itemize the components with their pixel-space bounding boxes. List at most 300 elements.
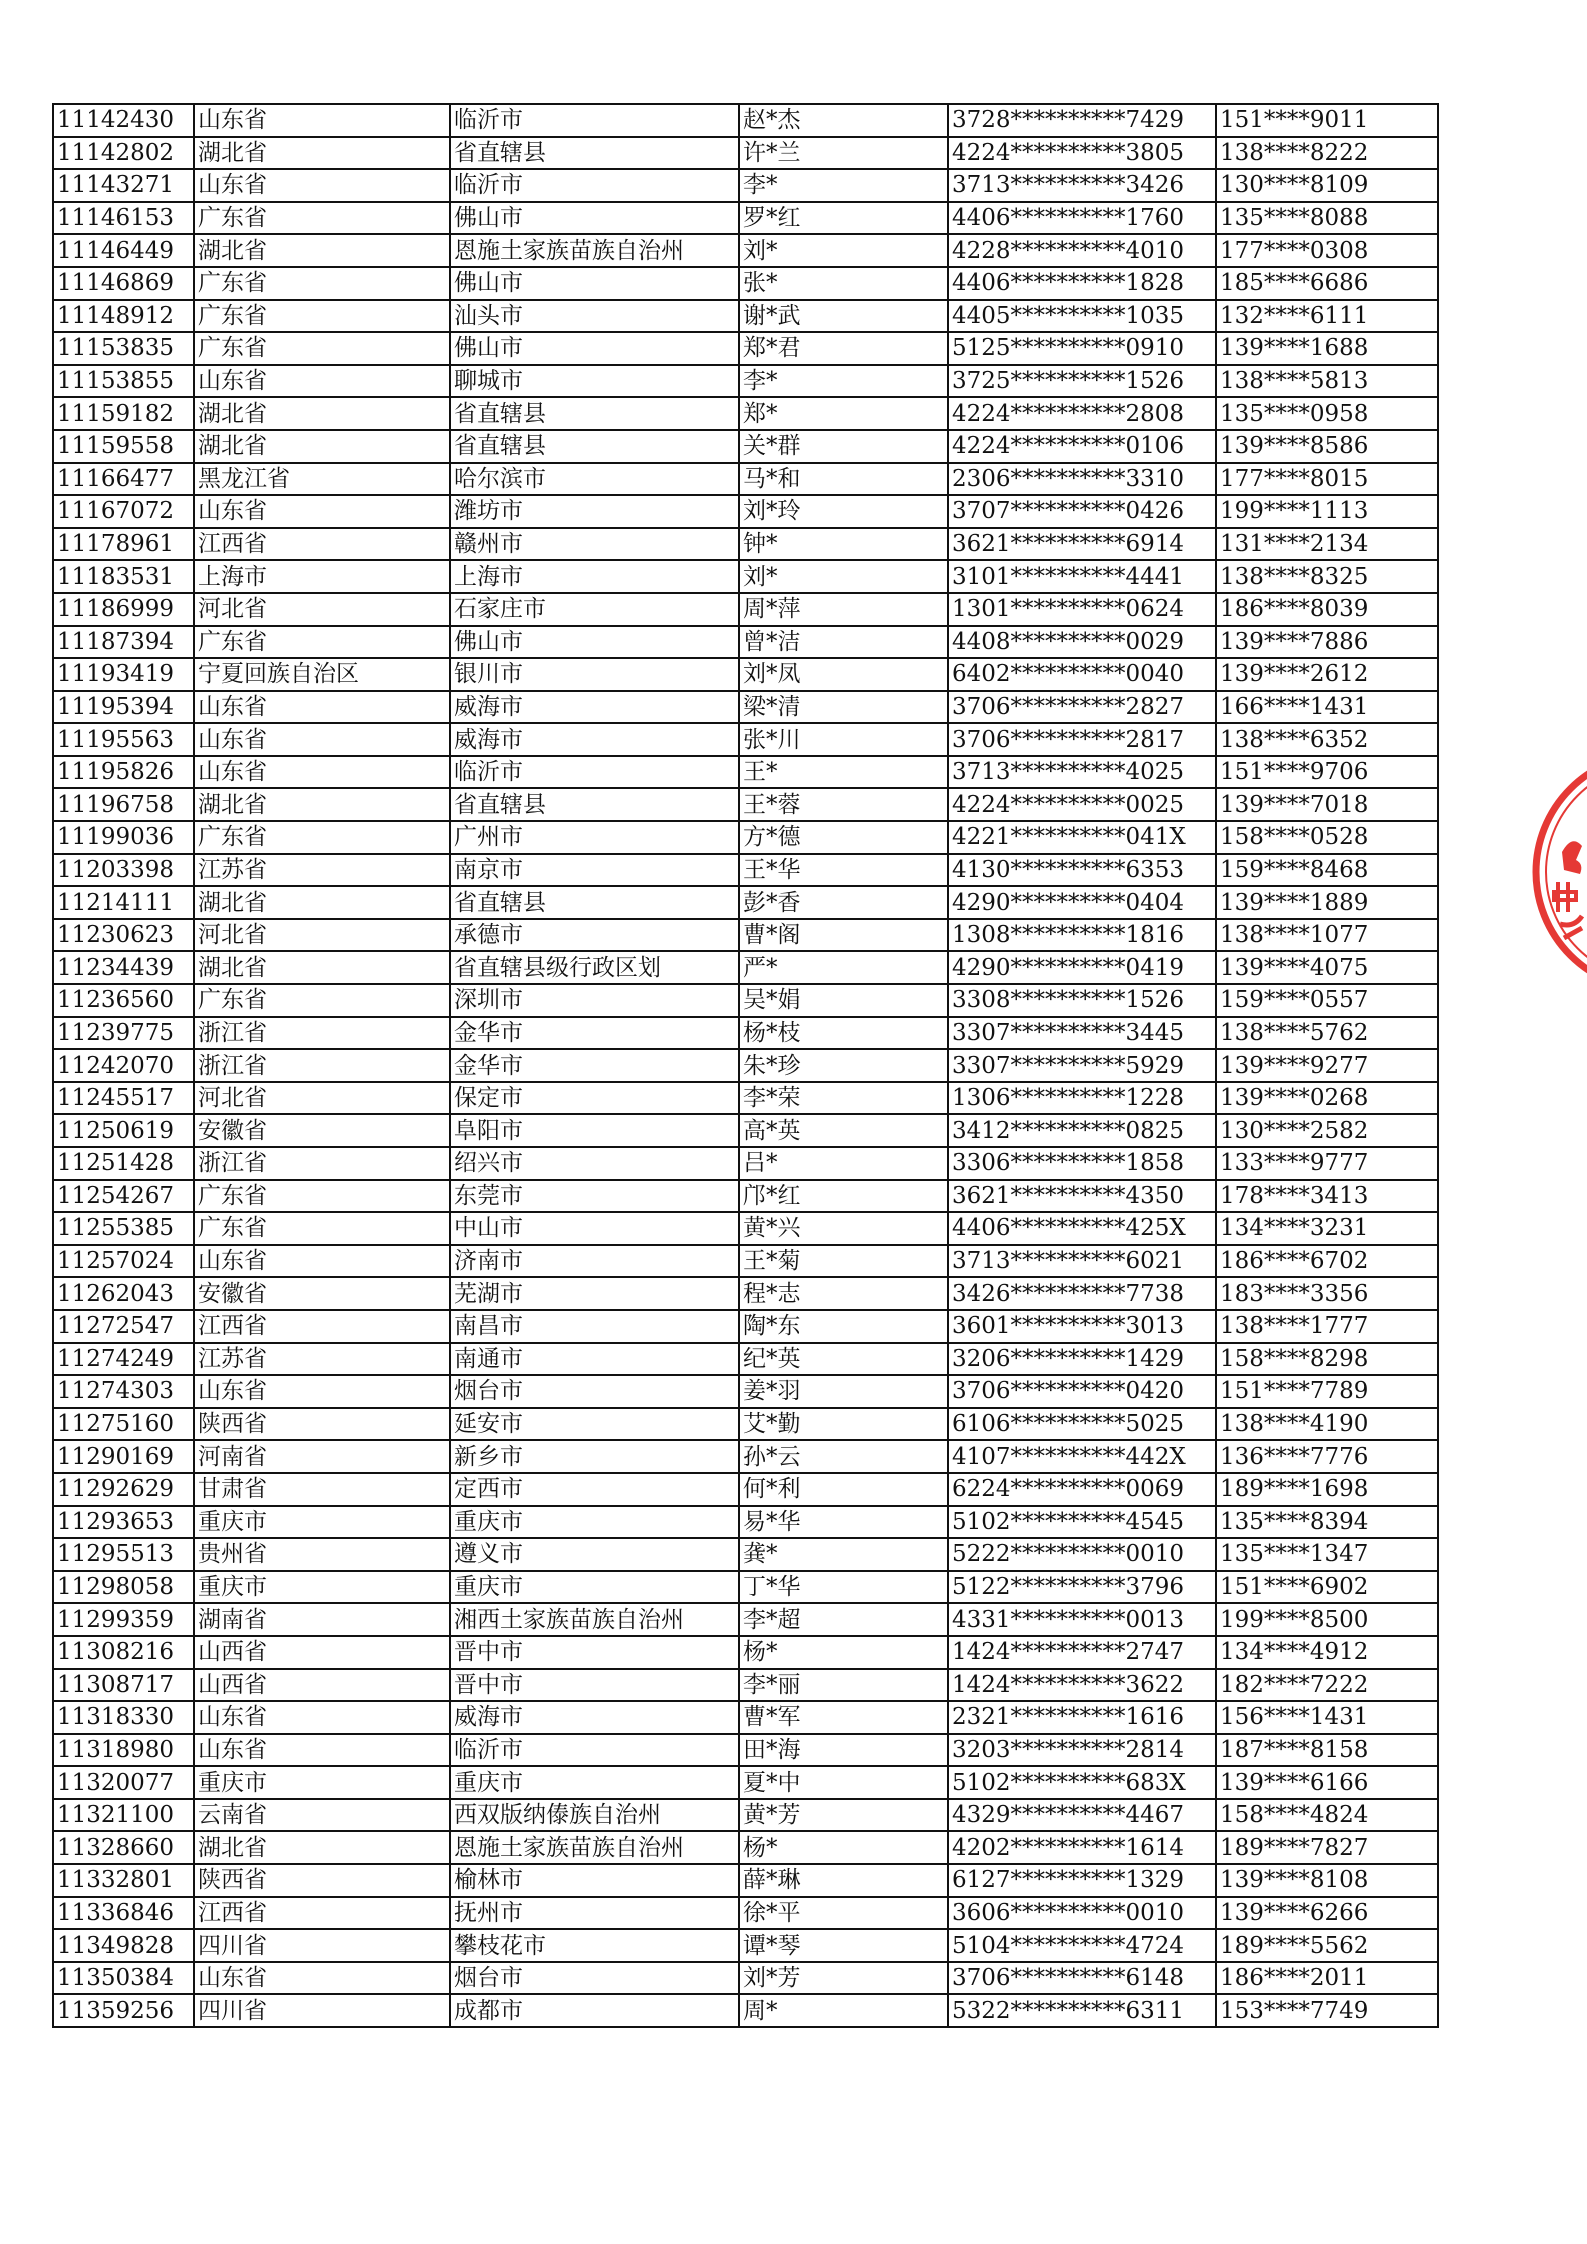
city-cell: 定西市 <box>450 1473 739 1506</box>
phone-cell: 131****2134 <box>1216 528 1438 561</box>
id-number-cell: 1306**********1228 <box>948 1082 1216 1115</box>
name-cell: 许*兰 <box>739 137 948 170</box>
city-cell: 遵义市 <box>450 1538 739 1571</box>
name-cell: 孙*云 <box>739 1440 948 1473</box>
table-row <box>53 1049 1438 1082</box>
phone-cell: 158****4824 <box>1216 1799 1438 1832</box>
city-cell: 金华市 <box>450 1049 739 1082</box>
name-cell: 徐*平 <box>739 1897 948 1930</box>
record-id-cell: 11187394 <box>53 626 194 659</box>
phone-cell: 166****1431 <box>1216 691 1438 724</box>
province-cell: 重庆市 <box>194 1571 450 1604</box>
table-row <box>53 1897 1438 1930</box>
city-cell: 南通市 <box>450 1343 739 1376</box>
province-cell: 广东省 <box>194 1180 450 1213</box>
phone-cell: 138****1077 <box>1216 919 1438 952</box>
record-id-cell: 11153855 <box>53 365 194 398</box>
phone-cell: 139****8586 <box>1216 430 1438 463</box>
phone-cell: 139****1688 <box>1216 332 1438 365</box>
phone-cell: 189****1698 <box>1216 1473 1438 1506</box>
phone-cell: 135****8394 <box>1216 1506 1438 1539</box>
id-number-cell: 1424**********3622 <box>948 1669 1216 1702</box>
table-row <box>53 1831 1438 1864</box>
province-cell: 江西省 <box>194 528 450 561</box>
record-id-cell: 11214111 <box>53 886 194 919</box>
province-cell: 重庆市 <box>194 1766 450 1799</box>
table-row <box>53 1734 1438 1767</box>
phone-cell: 132****6111 <box>1216 300 1438 333</box>
province-cell: 山东省 <box>194 169 450 202</box>
city-cell: 省直辖县 <box>450 397 739 430</box>
record-id-cell: 11199036 <box>53 821 194 854</box>
record-id-cell: 11196758 <box>53 788 194 821</box>
id-number-cell: 6127**********1329 <box>948 1864 1216 1897</box>
phone-cell: 139****7886 <box>1216 626 1438 659</box>
province-cell: 湖北省 <box>194 234 450 267</box>
id-number-cell: 3713**********3426 <box>948 169 1216 202</box>
name-cell: 罗*红 <box>739 202 948 235</box>
table-row <box>53 821 1438 854</box>
name-cell: 郑* <box>739 397 948 430</box>
province-cell: 湖北省 <box>194 886 450 919</box>
name-cell: 郑*君 <box>739 332 948 365</box>
phone-cell: 130****2582 <box>1216 1114 1438 1147</box>
record-id-cell: 11142430 <box>53 104 194 137</box>
record-id-cell: 11272547 <box>53 1310 194 1343</box>
province-cell: 山东省 <box>194 1962 450 1995</box>
id-number-cell: 5122**********3796 <box>948 1571 1216 1604</box>
city-cell: 重庆市 <box>450 1766 739 1799</box>
name-cell: 薛*琳 <box>739 1864 948 1897</box>
city-cell: 省直辖县 <box>450 430 739 463</box>
record-id-cell: 11166477 <box>53 463 194 496</box>
phone-cell: 138****5813 <box>1216 365 1438 398</box>
name-cell: 李*荣 <box>739 1082 948 1115</box>
table-row <box>53 267 1438 300</box>
record-id-cell: 11320077 <box>53 1766 194 1799</box>
city-cell: 湘西土家族苗族自治州 <box>450 1603 739 1636</box>
record-id-cell: 11299359 <box>53 1603 194 1636</box>
province-cell: 河南省 <box>194 1440 450 1473</box>
table-row <box>53 1440 1438 1473</box>
province-cell: 广东省 <box>194 984 450 1017</box>
record-id-cell: 11195826 <box>53 756 194 789</box>
table-row <box>53 854 1438 887</box>
id-number-cell: 4405**********1035 <box>948 300 1216 333</box>
province-cell: 山东省 <box>194 1245 450 1278</box>
record-id-cell: 11195563 <box>53 723 194 756</box>
name-cell: 彭*香 <box>739 886 948 919</box>
id-number-cell: 5322**********6311 <box>948 1994 1216 2027</box>
city-cell: 保定市 <box>450 1082 739 1115</box>
phone-cell: 182****7222 <box>1216 1669 1438 1702</box>
city-cell: 聊城市 <box>450 365 739 398</box>
id-number-cell: 5102**********683X <box>948 1766 1216 1799</box>
record-id-cell: 11167072 <box>53 495 194 528</box>
table-row <box>53 1701 1438 1734</box>
city-cell: 佛山市 <box>450 332 739 365</box>
record-id-cell: 11293653 <box>53 1506 194 1539</box>
city-cell: 汕头市 <box>450 300 739 333</box>
city-cell: 阜阳市 <box>450 1114 739 1147</box>
table-row <box>53 723 1438 756</box>
name-cell: 杨*枝 <box>739 1017 948 1050</box>
province-cell: 山西省 <box>194 1636 450 1669</box>
province-cell: 山东省 <box>194 756 450 789</box>
record-id-cell: 11242070 <box>53 1049 194 1082</box>
city-cell: 成都市 <box>450 1994 739 2027</box>
id-number-cell: 6224**********0069 <box>948 1473 1216 1506</box>
phone-cell: 159****8468 <box>1216 854 1438 887</box>
table-row <box>53 430 1438 463</box>
province-cell: 江西省 <box>194 1897 450 1930</box>
id-number-cell: 3706**********6148 <box>948 1962 1216 1995</box>
record-id-cell: 11159182 <box>53 397 194 430</box>
name-cell: 李* <box>739 169 948 202</box>
city-cell: 佛山市 <box>450 202 739 235</box>
name-cell: 丁*华 <box>739 1571 948 1604</box>
phone-cell: 186****6702 <box>1216 1245 1438 1278</box>
phone-cell: 134****3231 <box>1216 1212 1438 1245</box>
record-id-cell: 11292629 <box>53 1473 194 1506</box>
name-cell: 谭*琴 <box>739 1929 948 1962</box>
id-number-cell: 4329**********4467 <box>948 1799 1216 1832</box>
phone-cell: 187****8158 <box>1216 1734 1438 1767</box>
table-row <box>53 1538 1438 1571</box>
city-cell: 威海市 <box>450 1701 739 1734</box>
table-row <box>53 528 1438 561</box>
name-cell: 姜*羽 <box>739 1375 948 1408</box>
record-id-cell: 11275160 <box>53 1408 194 1441</box>
city-cell: 重庆市 <box>450 1571 739 1604</box>
id-number-cell: 4408**********0029 <box>948 626 1216 659</box>
record-id-cell: 11274249 <box>53 1343 194 1376</box>
province-cell: 甘肃省 <box>194 1473 450 1506</box>
phone-cell: 177****0308 <box>1216 234 1438 267</box>
table-row <box>53 300 1438 333</box>
record-id-cell: 11254267 <box>53 1180 194 1213</box>
name-cell: 曹*军 <box>739 1701 948 1734</box>
table-row <box>53 234 1438 267</box>
name-cell: 王*蓉 <box>739 788 948 821</box>
province-cell: 广东省 <box>194 1212 450 1245</box>
province-cell: 山东省 <box>194 104 450 137</box>
city-cell: 省直辖县 <box>450 788 739 821</box>
record-id-cell: 11251428 <box>53 1147 194 1180</box>
city-cell: 东莞市 <box>450 1180 739 1213</box>
name-cell: 高*英 <box>739 1114 948 1147</box>
table-row <box>53 169 1438 202</box>
record-id-cell: 11332801 <box>53 1864 194 1897</box>
table-row <box>53 332 1438 365</box>
record-id-cell: 11193419 <box>53 658 194 691</box>
province-cell: 黑龙江省 <box>194 463 450 496</box>
city-cell: 临沂市 <box>450 104 739 137</box>
record-id-cell: 11250619 <box>53 1114 194 1147</box>
province-cell: 湖北省 <box>194 430 450 463</box>
province-cell: 山东省 <box>194 495 450 528</box>
id-number-cell: 4224**********0106 <box>948 430 1216 463</box>
city-cell: 抚州市 <box>450 1897 739 1930</box>
province-cell: 山东省 <box>194 365 450 398</box>
record-id-cell: 11298058 <box>53 1571 194 1604</box>
table-row <box>53 202 1438 235</box>
id-number-cell: 4406**********1828 <box>948 267 1216 300</box>
name-cell: 马*和 <box>739 463 948 496</box>
name-cell: 李*超 <box>739 1603 948 1636</box>
city-cell: 重庆市 <box>450 1506 739 1539</box>
table-row <box>53 104 1438 137</box>
phone-cell: 135****8088 <box>1216 202 1438 235</box>
name-cell: 张* <box>739 267 948 300</box>
city-cell: 南昌市 <box>450 1310 739 1343</box>
phone-cell: 158****0528 <box>1216 821 1438 854</box>
province-cell: 上海市 <box>194 560 450 593</box>
name-cell: 周*萍 <box>739 593 948 626</box>
phone-cell: 139****0268 <box>1216 1082 1438 1115</box>
name-cell: 方*德 <box>739 821 948 854</box>
province-cell: 山东省 <box>194 1701 450 1734</box>
table-row <box>53 1864 1438 1897</box>
phone-cell: 139****6166 <box>1216 1766 1438 1799</box>
id-number-cell: 3308**********1526 <box>948 984 1216 1017</box>
record-id-cell: 11308216 <box>53 1636 194 1669</box>
id-number-cell: 3621**********4350 <box>948 1180 1216 1213</box>
table-row <box>53 1277 1438 1310</box>
table-row <box>53 1114 1438 1147</box>
id-number-cell: 3606**********0010 <box>948 1897 1216 1930</box>
id-number-cell: 3707**********0426 <box>948 495 1216 528</box>
table-row <box>53 1669 1438 1702</box>
province-cell: 浙江省 <box>194 1147 450 1180</box>
phone-cell: 139****6266 <box>1216 1897 1438 1930</box>
table-row <box>53 560 1438 593</box>
city-cell: 恩施土家族苗族自治州 <box>450 1831 739 1864</box>
table-row <box>53 1571 1438 1604</box>
id-number-cell: 3306**********1858 <box>948 1147 1216 1180</box>
table-row <box>53 919 1438 952</box>
winner-table <box>52 103 1439 2028</box>
id-number-cell: 5102**********4545 <box>948 1506 1216 1539</box>
name-cell: 刘*凤 <box>739 658 948 691</box>
name-cell: 吴*娟 <box>739 984 948 1017</box>
province-cell: 安徽省 <box>194 1114 450 1147</box>
city-cell: 南京市 <box>450 854 739 887</box>
id-number-cell: 3706**********0420 <box>948 1375 1216 1408</box>
province-cell: 江苏省 <box>194 1343 450 1376</box>
name-cell: 何*利 <box>739 1473 948 1506</box>
id-number-cell: 3307**********5929 <box>948 1049 1216 1082</box>
record-id-cell: 11328660 <box>53 1831 194 1864</box>
phone-cell: 139****9277 <box>1216 1049 1438 1082</box>
record-id-cell: 11142802 <box>53 137 194 170</box>
phone-cell: 138****6352 <box>1216 723 1438 756</box>
record-id-cell: 11146449 <box>53 234 194 267</box>
province-cell: 四川省 <box>194 1994 450 2027</box>
record-id-cell: 11318980 <box>53 1734 194 1767</box>
record-id-cell: 11359256 <box>53 1994 194 2027</box>
id-number-cell: 4406**********425X <box>948 1212 1216 1245</box>
province-cell: 广东省 <box>194 300 450 333</box>
province-cell: 陕西省 <box>194 1864 450 1897</box>
phone-cell: 151****7789 <box>1216 1375 1438 1408</box>
phone-cell: 138****8325 <box>1216 560 1438 593</box>
phone-cell: 135****1347 <box>1216 1538 1438 1571</box>
province-cell: 湖北省 <box>194 788 450 821</box>
name-cell: 黄*兴 <box>739 1212 948 1245</box>
id-number-cell: 4224**********0025 <box>948 788 1216 821</box>
phone-cell: 189****7827 <box>1216 1831 1438 1864</box>
phone-cell: 130****8109 <box>1216 169 1438 202</box>
table-row <box>53 1766 1438 1799</box>
table-row <box>53 756 1438 789</box>
record-id-cell: 11290169 <box>53 1440 194 1473</box>
phone-cell: 178****3413 <box>1216 1180 1438 1213</box>
province-cell: 宁夏回族自治区 <box>194 658 450 691</box>
id-number-cell: 4224**********2808 <box>948 397 1216 430</box>
id-number-cell: 6402**********0040 <box>948 658 1216 691</box>
record-id-cell: 11234439 <box>53 951 194 984</box>
name-cell: 谢*武 <box>739 300 948 333</box>
name-cell: 艾*勤 <box>739 1408 948 1441</box>
province-cell: 浙江省 <box>194 1049 450 1082</box>
city-cell: 临沂市 <box>450 169 739 202</box>
name-cell: 程*志 <box>739 1277 948 1310</box>
record-id-cell: 11239775 <box>53 1017 194 1050</box>
record-id-cell: 11321100 <box>53 1799 194 1832</box>
table-row <box>53 495 1438 528</box>
table-row <box>53 1636 1438 1669</box>
name-cell: 曾*洁 <box>739 626 948 659</box>
phone-cell: 183****3356 <box>1216 1277 1438 1310</box>
table-row <box>53 1180 1438 1213</box>
name-cell: 刘*玲 <box>739 495 948 528</box>
table-row <box>53 1082 1438 1115</box>
name-cell: 刘* <box>739 234 948 267</box>
province-cell: 广东省 <box>194 202 450 235</box>
id-number-cell: 3728**********7429 <box>948 104 1216 137</box>
province-cell: 河北省 <box>194 1082 450 1115</box>
id-number-cell: 3621**********6914 <box>948 528 1216 561</box>
table-row <box>53 1506 1438 1539</box>
name-cell: 纪*英 <box>739 1343 948 1376</box>
name-cell: 陶*东 <box>739 1310 948 1343</box>
name-cell: 曹*阁 <box>739 919 948 952</box>
name-cell: 刘* <box>739 560 948 593</box>
phone-cell: 139****8108 <box>1216 1864 1438 1897</box>
city-cell: 金华市 <box>450 1017 739 1050</box>
name-cell: 李*丽 <box>739 1669 948 1702</box>
city-cell: 银川市 <box>450 658 739 691</box>
city-cell: 威海市 <box>450 723 739 756</box>
table-row <box>53 365 1438 398</box>
record-id-cell: 11143271 <box>53 169 194 202</box>
name-cell: 田*海 <box>739 1734 948 1767</box>
id-number-cell: 3601**********3013 <box>948 1310 1216 1343</box>
province-cell: 湖北省 <box>194 1831 450 1864</box>
city-cell: 延安市 <box>450 1408 739 1441</box>
name-cell: 钟* <box>739 528 948 561</box>
city-cell: 深圳市 <box>450 984 739 1017</box>
province-cell: 广东省 <box>194 267 450 300</box>
table-row <box>53 1212 1438 1245</box>
record-id-cell: 11146869 <box>53 267 194 300</box>
phone-cell: 138****1777 <box>1216 1310 1438 1343</box>
id-number-cell: 3307**********3445 <box>948 1017 1216 1050</box>
phone-cell: 139****1889 <box>1216 886 1438 919</box>
id-number-cell: 3203**********2814 <box>948 1734 1216 1767</box>
province-cell: 山东省 <box>194 1734 450 1767</box>
phone-cell: 158****8298 <box>1216 1343 1438 1376</box>
record-id-cell: 11349828 <box>53 1929 194 1962</box>
table-row <box>53 1799 1438 1832</box>
province-cell: 湖北省 <box>194 397 450 430</box>
table-row <box>53 1245 1438 1278</box>
city-cell: 威海市 <box>450 691 739 724</box>
province-cell: 云南省 <box>194 1799 450 1832</box>
record-id-cell: 11245517 <box>53 1082 194 1115</box>
name-cell: 易*华 <box>739 1506 948 1539</box>
province-cell: 湖北省 <box>194 137 450 170</box>
id-number-cell: 5125**********0910 <box>948 332 1216 365</box>
province-cell: 安徽省 <box>194 1277 450 1310</box>
name-cell: 王* <box>739 756 948 789</box>
record-id-cell: 11146153 <box>53 202 194 235</box>
table-row <box>53 1147 1438 1180</box>
table-row <box>53 886 1438 919</box>
phone-cell: 139****2612 <box>1216 658 1438 691</box>
id-number-cell: 4290**********0404 <box>948 886 1216 919</box>
id-number-cell: 4221**********041X <box>948 821 1216 854</box>
phone-cell: 138****4190 <box>1216 1408 1438 1441</box>
province-cell: 山西省 <box>194 1669 450 1702</box>
name-cell: 关*群 <box>739 430 948 463</box>
province-cell: 江西省 <box>194 1310 450 1343</box>
name-cell: 周* <box>739 1994 948 2027</box>
city-cell: 哈尔滨市 <box>450 463 739 496</box>
table-row <box>53 1375 1438 1408</box>
record-id-cell: 11178961 <box>53 528 194 561</box>
id-number-cell: 3713**********4025 <box>948 756 1216 789</box>
phone-cell: 138****8222 <box>1216 137 1438 170</box>
record-id-cell: 11274303 <box>53 1375 194 1408</box>
id-number-cell: 3713**********6021 <box>948 1245 1216 1278</box>
phone-cell: 185****6686 <box>1216 267 1438 300</box>
province-cell: 广东省 <box>194 821 450 854</box>
id-number-cell: 1308**********1816 <box>948 919 1216 952</box>
name-cell: 李* <box>739 365 948 398</box>
name-cell: 杨* <box>739 1831 948 1864</box>
phone-cell: 159****0557 <box>1216 984 1438 1017</box>
table-row <box>53 1017 1438 1050</box>
city-cell: 广州市 <box>450 821 739 854</box>
record-id-cell: 11195394 <box>53 691 194 724</box>
name-cell: 杨* <box>739 1636 948 1669</box>
id-number-cell: 1424**********2747 <box>948 1636 1216 1669</box>
city-cell: 攀枝花市 <box>450 1929 739 1962</box>
city-cell: 省直辖县 <box>450 886 739 919</box>
record-id-cell: 11203398 <box>53 854 194 887</box>
name-cell: 黄*芳 <box>739 1799 948 1832</box>
city-cell: 临沂市 <box>450 756 739 789</box>
record-id-cell: 11159558 <box>53 430 194 463</box>
phone-cell: 139****7018 <box>1216 788 1438 821</box>
province-cell: 四川省 <box>194 1929 450 1962</box>
table-row <box>53 1929 1438 1962</box>
city-cell: 晋中市 <box>450 1636 739 1669</box>
city-cell: 芜湖市 <box>450 1277 739 1310</box>
record-id-cell: 11153835 <box>53 332 194 365</box>
